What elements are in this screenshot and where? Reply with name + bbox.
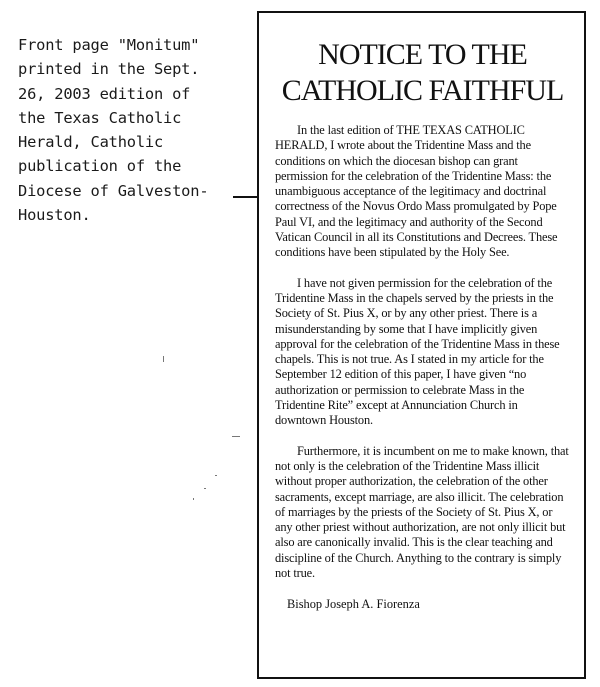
- caption-text: Front page "Monitum" printed in the Sept. 26, 2003 edition of the Texas Catholic Herald, Catholic publication of the Diocese of Galveston- Houston.: [18, 36, 209, 225]
- notice-title-line-2: CATHOLIC FAITHFUL: [281, 74, 564, 107]
- notice-title: [275, 37, 570, 109]
- scan-speck: [163, 356, 164, 362]
- notice-box: [257, 11, 586, 679]
- scan-speck: [193, 498, 194, 500]
- notice-paragraph-3: Furthermore, it is incumbent on me to make known, that not only is the celebration of the Tridentine Mass illicit without proper authorization, the celebration of the other sacraments, except marriage, are also illicit. The celebration of marriages by the priests of the Society of St. Pius X, or any other priest without authorization, are not only illicit but also are canonically invalid. This is the clear teaching and discipline of the Church. Anything to the contrary is simply not true.: [275, 443, 569, 581]
- scan-speck: [232, 436, 240, 437]
- notice-paragraph-2: I have not given permission for the celebration of the Tridentine Mass in the chapels served by the priests in the Society of St. Pius X, or by any other priest. There is a misunderstanding by some that I have implicitly given approval for the celebration of the Tridentine Mass in these chapels. This is not true. As I stated in my article for the September 12 edition of this paper, I have given “no authorization or permission to celebrate Mass in the Tridentine Rite” except at Annunciation Church in downtown Houston.: [275, 275, 560, 428]
- caption-pointer-line: [233, 196, 259, 198]
- scan-speck: [215, 475, 217, 476]
- notice-paragraph-1: In the last edition of THE TEXAS CATHOLIC HERALD, I wrote about the Tridentine Mass and the conditions on which the diocesan bishop can grant permission for the celebration of the Tridentine Mass: the unambiguous acceptance of the legitimacy and doctrinal correctness of the Novus Ordo Mass promulgated by Pope Paul VI, and the legitimacy and authority of the Second Vatican Council in all its Constitutions and Decrees. These conditions have been stipulated by the Holy See.: [275, 123, 558, 260]
- notice-signature: Bishop Joseph A. Fiorenza: [287, 597, 420, 612]
- scan-speck: [204, 488, 206, 489]
- notice-title-line-1: NOTICE TO THE: [318, 38, 527, 71]
